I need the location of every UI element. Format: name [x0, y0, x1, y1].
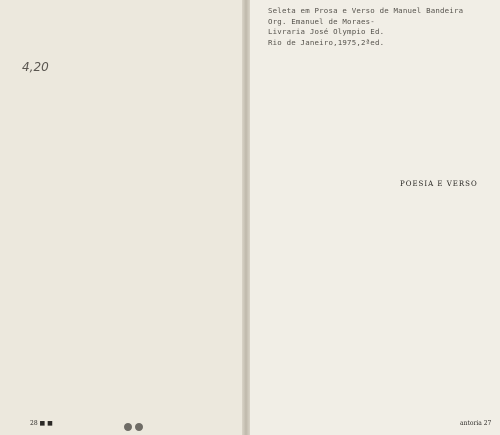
typed-line: Seleta em Prosa e Verso de Manuel Bandeira: [268, 6, 464, 15]
section-title: POESIA E VERSO: [400, 180, 478, 188]
typed-line: Rio de Janeiro,1975,2ªed.: [268, 37, 385, 47]
left-page: [0, 0, 242, 435]
typed-line: Livraria José Olympio Ed.: [268, 27, 385, 37]
right-page-number: antoria 27: [460, 420, 492, 427]
binder-hole-left-1: [124, 423, 132, 431]
typed-bibliography: [268, 6, 463, 48]
typed-line: Org. Emanuel de Moraes-: [268, 16, 375, 26]
handwritten-page-note: 4,20: [22, 60, 49, 74]
left-page-number: 28 ■ ■: [30, 420, 53, 427]
right-page: [250, 0, 500, 435]
binder-hole-left-2: [135, 423, 143, 431]
book-gutter: [242, 0, 250, 435]
